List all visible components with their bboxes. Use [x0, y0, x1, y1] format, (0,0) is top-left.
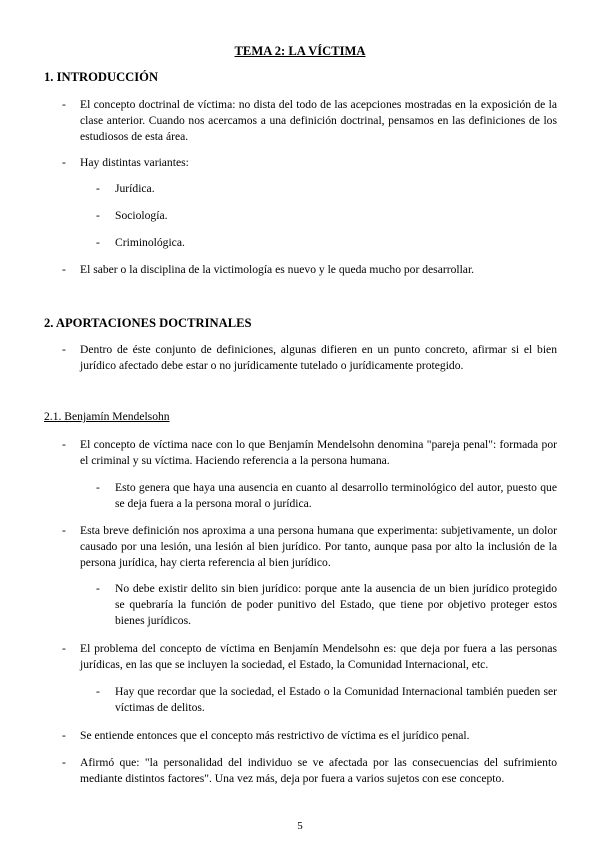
- bullet-text: Se entiende entonces que el concepto más restrictivo de víctima es el jurídico penal.: [80, 729, 470, 742]
- bullet-text: Esta breve definición nos aproxima a una persona humana que experimenta: subjetivamente, un dolor causado por una lesión, una lesión al bien jurídico. Por tanto, aunque pasa por alto la inclusión de la persona jurídica, hay cierta referencia al bien jurídico.: [80, 524, 557, 569]
- dash-marker: -: [62, 156, 66, 169]
- bullet-text: El concepto de víctima nace con lo que Benjamín Mendelsohn denomina "pareja penal": formada por el criminal y su víctima. Haciendo referencia a la persona humana.: [80, 438, 557, 467]
- dash-marker: -: [62, 642, 66, 655]
- variant-text: Criminológica.: [115, 236, 185, 249]
- bullet-text: Hay distintas variantes:: [80, 156, 189, 169]
- dash-marker: -: [96, 685, 100, 698]
- dash-marker: -: [96, 236, 100, 249]
- dash-marker: -: [62, 756, 66, 769]
- variant-text: Jurídica.: [115, 182, 155, 195]
- bullet-text: El problema del concepto de víctima en Benjamín Mendelsohn es: que deja por fuera a las personas jurídicas, en las que se incluyen la sociedad, el Estado, la Comunidad Internacional, etc.: [80, 642, 557, 671]
- sub-bullet-text: Esto genera que haya una ausencia en cuanto al desarrollo terminológico del autor, puesto que se deja fuera a la persona moral o jurídica.: [115, 481, 557, 510]
- dash-marker: -: [62, 438, 66, 451]
- section-1-heading: 1. INTRODUCCIÓN: [44, 70, 159, 84]
- sub-bullet-text: No debe existir delito sin bien jurídico: porque ante la ausencia de un bien jurídico protegido se quebraría la función de poder punitivo del Estado, que tiene por objetivo proteger estos bienes jurídicos.: [115, 582, 557, 627]
- dash-marker: -: [96, 209, 100, 222]
- sub-bullet-text: Hay que recordar que la sociedad, el Estado o la Comunidad Internacional también pueden ser víctimas de delitos.: [115, 685, 557, 714]
- page-number: 5: [297, 820, 303, 832]
- dash-marker: -: [62, 343, 66, 356]
- dash-marker: -: [96, 481, 100, 494]
- page-title: TEMA 2: LA VÍCTIMA: [234, 44, 366, 58]
- subsection-2-1-heading: 2.1. Benjamín Mendelsohn: [44, 410, 170, 423]
- dash-marker: -: [62, 98, 66, 111]
- bullet-text: Dentro de éste conjunto de definiciones, algunas difieren en un punto concreto, afirmar si el bien jurídico afectado debe estar o no jurídicamente tutelado o jurídicamente protegido.: [80, 343, 557, 372]
- bullet-text: Afirmó que: "la personalidad del individuo se ve afectada por las consecuencias del sufrimiento mediante distintos factores". Una vez más, deja por fuera a varios sujetos con ese concepto.: [80, 756, 557, 785]
- bullet-text: El concepto doctrinal de víctima: no dista del todo de las acepciones mostradas en la exposición de la clase anterior. Cuando nos acercamos a una definición doctrinal, pensamos en las definiciones de los estudiosos de esta área.: [80, 98, 557, 143]
- variant-text: Sociología.: [115, 209, 168, 222]
- dash-marker: -: [62, 729, 66, 742]
- bullet-text: El saber o la disciplina de la victimología es nuevo y le queda mucho por desarrollar.: [80, 263, 475, 276]
- section-2-heading: 2. APORTACIONES DOCTRINALES: [44, 316, 252, 330]
- dash-marker: -: [96, 582, 100, 595]
- dash-marker: -: [62, 524, 66, 537]
- dash-marker: -: [96, 182, 100, 195]
- dash-marker: -: [62, 263, 66, 276]
